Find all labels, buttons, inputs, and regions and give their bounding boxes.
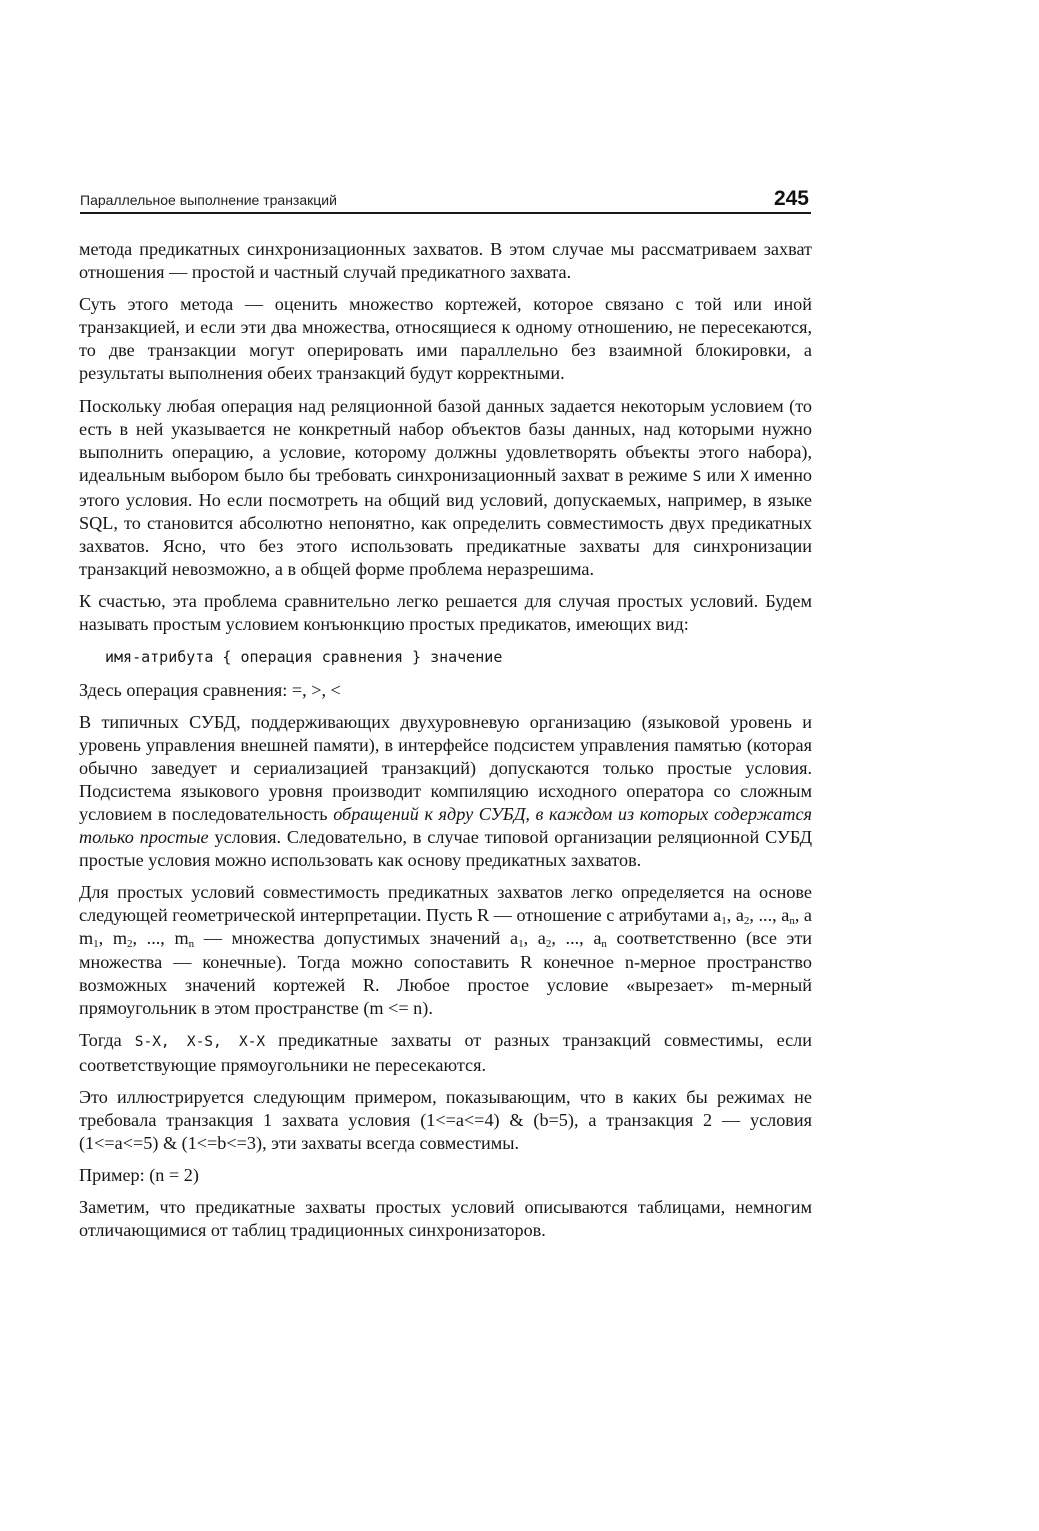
paragraph-1: метода предикатных синхронизационных захватов. В этом случае мы рассматриваем захват отношения — простой и частный случай предикатного захвата. bbox=[79, 239, 812, 283]
running-header bbox=[80, 182, 811, 214]
paragraph-4: К счастью, эта проблема сравнительно легко решается для случая простых условий. Будем называть простым условием конъюнкцию простых предикатов, имеющих вид: bbox=[79, 591, 812, 635]
chapter-title: Параллельное выполнение транзакций bbox=[80, 192, 337, 208]
paragraph-11: Заметим, что предикатные захваты простых условий описываются таблицами, немногим отличающимися от таблиц традиционных синхронизаторов. bbox=[79, 1197, 812, 1241]
paragraph-7: Для простых условий совместимость предикатных захватов легко определяется на основе следующей геометрической интерпретации. Пусть R — отношение с атрибутами $a_1$, $a_2$, ..., $a_n$, а $m_1$, $m_2$, ..., $m_n$ — множества допустимых значений $a_1$, $a_2$, ..., $a_n$ соответственно (все эти множества — конечные). Тогда можно сопоставить R конечное n-мерное пространство возможных значений кортежей R. Любое простое условие «вырезает» m-мерный прямоугольник в этом пространстве (m <= n). bbox=[79, 882, 813, 1018]
predicate-syntax: имя-атрибута { операция сравнения } значение bbox=[105, 647, 503, 666]
paragraph-2: Суть этого метода — оценить множество кортежей, которое связано с той или иной транзакцией, и если эти два множества, относящиеся к одному отношению, не пересекаются, то две транзакции могут оперировать ими параллельно без взаимной блокировки, а результаты выполнения обеих транзакций будут корректными. bbox=[79, 294, 812, 384]
paragraph-5: Здесь операция сравнения: =, >, < bbox=[79, 679, 341, 700]
example-label: Пример: (n = 2) bbox=[79, 1165, 199, 1186]
page-number: 245 bbox=[773, 187, 809, 210]
paragraph-6: В типичных СУБД, поддерживающих двухуровневую организацию (языковой уровень и уровень управления внешней памяти), в интерфейсе подсистем управления памятью (которая обычно заведует и сериализацией транзакций) допускаются только простые условия. Подсистема языкового уровня производит компиляцию исходного оператора со сложным условием в последовательность обращений к ядру СУБД, в каждом из которых содержатся только простые условия. Следовательно, в случае типовой организации реляционной СУБД простые условия можно использовать как основу предикатных захватов. bbox=[79, 711, 812, 871]
paragraph-9: Это иллюстрируется следующим примером, показывающим, что в каких бы режимах не требовала транзакция 1 захвата условия (1<=a<=4) & (b=5), а транзакция 2 — условия (1<=a<=5) & (1<=b<=3), эти захваты всегда совместимы. bbox=[79, 1087, 812, 1154]
paragraph-3: Поскольку любая операция над реляционной базой данных задается некоторым условием (то есть в ней указывается не конкретный набор объектов базы данных, над которыми нужно выполнить операцию, а условие, которому должны удовлетворять объекты этого набора), идеальным выбором было бы требовать синхронизационный захват в режиме S или X именно этого условия. Но если посмотреть на общий вид условий, допускаемых, например, в языке SQL, то становится абсолютно непонятно, как определить совместимость двух предикатных захватов. Ясно, что без этого использовать предикатные захваты для синхронизации транзакций невозможно, а в общей форме проблема неразрешима. bbox=[79, 395, 813, 580]
page-body bbox=[79, 238, 812, 1252]
paragraph-8: Тогда S-X, X-S, X-X предикатные захваты от разных транзакций совместимы, если соответствующие прямоугольники не пересекаются. bbox=[79, 1029, 812, 1075]
